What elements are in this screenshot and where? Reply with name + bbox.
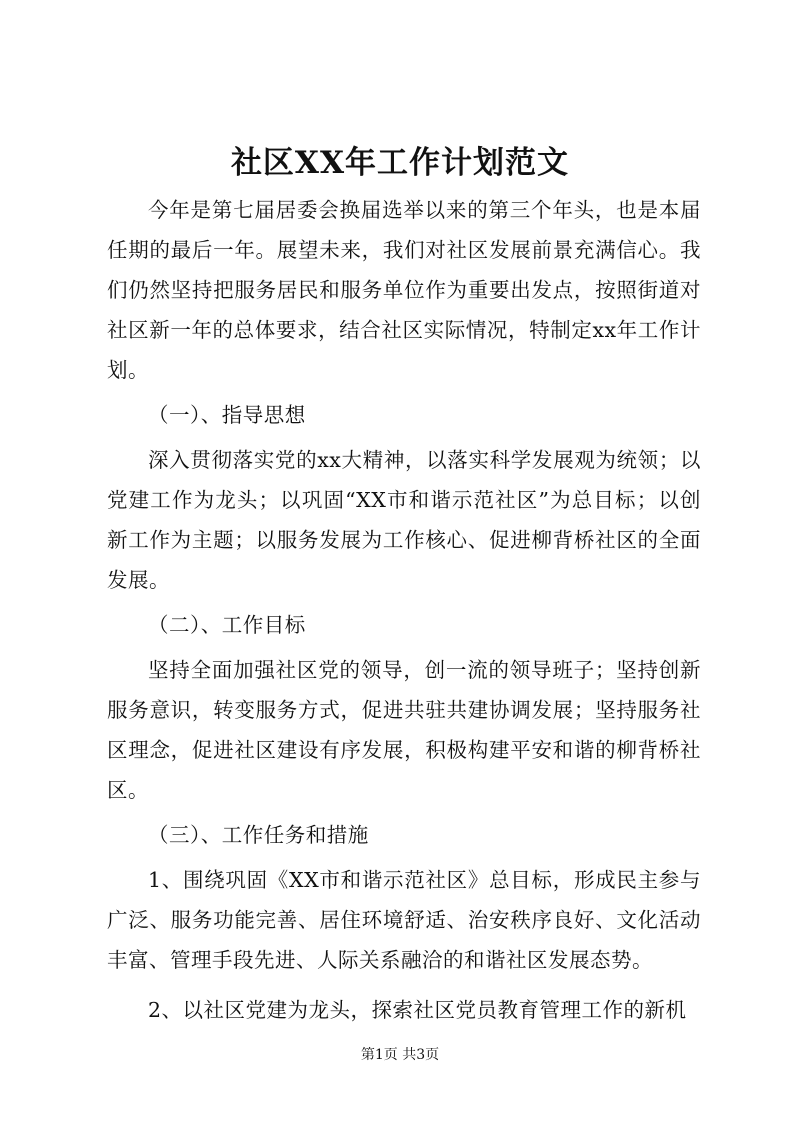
intro-paragraph: 今年是第七届居委会换届选举以来的第三个年头，也是本届任期的最后一年。展望未来，我们对社区发展前景充满信心。我们仍然坚持把服务居民和服务单位作为重要出发点，按照街道对社区新一年的总体要求，结合社区实际情况，特制定xx年工作计划。	[107, 198, 701, 382]
section-paragraph: 1、围绕巩固《XX市和谐示范社区》总目标，形成民主参与广泛、服务功能完善、居住环境舒适、治安秩序良好、文化活动丰富、管理手段先进、人际关系融洽的和谐社区发展态势。	[107, 868, 701, 972]
section-paragraph: 深入贯彻落实党的xx大精神，以落实科学发展观为统领；以党建工作为龙头；以巩固“XX市和谐示范社区”为总目标；以创新工作为主题；以服务发展为工作核心、促进柳背桥社区的全面发展。	[107, 448, 701, 592]
section-heading-work-goals: （二）、工作目标	[148, 613, 306, 637]
document-title: 社区XX年工作计划范文	[230, 145, 570, 181]
section-heading-guiding-ideology: （一）、指导思想	[148, 403, 306, 427]
section-heading-tasks-measures: （三）、工作任务和措施	[148, 823, 369, 847]
section-paragraph: 坚持全面加强社区党的领导，创一流的领导班子；坚持创新服务意识，转变服务方式，促进共驻共建协调发展；坚持服务社区理念，促进社区建设有序发展，积极构建平安和谐的柳背桥社区。	[107, 658, 701, 802]
document-body	[107, 190, 701, 1030]
page-footer: 第1页 共3页	[360, 1047, 440, 1063]
section-paragraph: 2、以社区党建为龙头，探索社区党员教育管理工作的新机	[148, 998, 687, 1022]
